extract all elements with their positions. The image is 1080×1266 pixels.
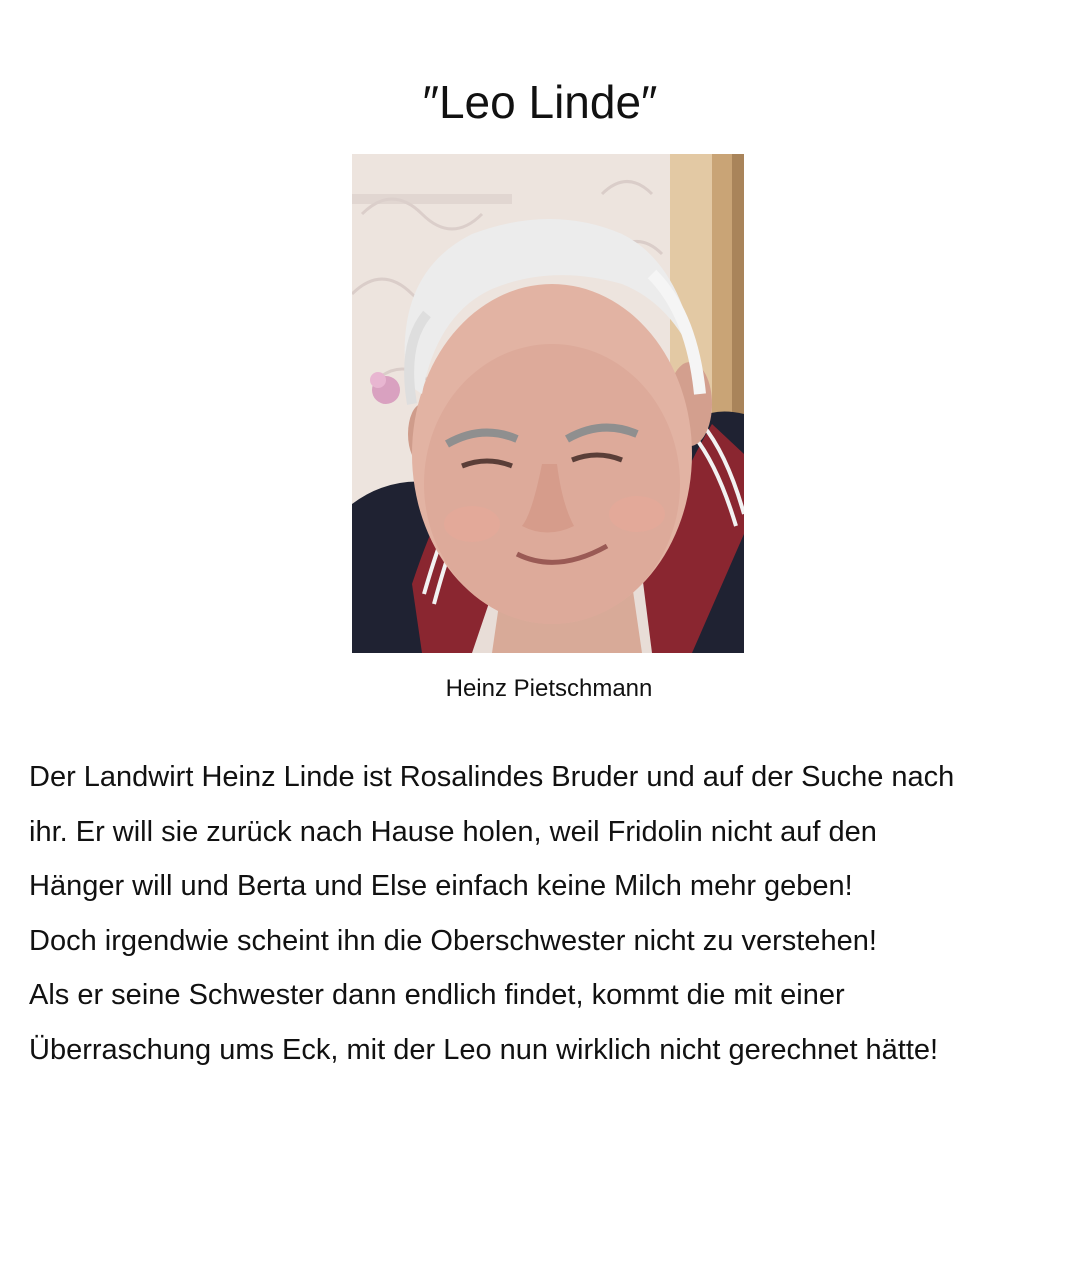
description-line: Als er seine Schwester dann endlich findet, kommt die mit einer: [29, 979, 845, 1011]
description-text: [29, 750, 1069, 1077]
description-line: Hänger will und Berta und Else einfach keine Milch mehr geben!: [29, 870, 853, 902]
description-line: ihr. Er will sie zurück nach Hause holen, weil Fridolin nicht auf den: [29, 815, 877, 848]
description-line: Der Landwirt Heinz Linde ist Rosalindes Bruder und auf der Suche nach: [29, 761, 955, 793]
photo-caption: Heinz Pietschmann: [445, 675, 653, 702]
description-line: Überraschung ums Eck, mit der Leo nun wirklich nicht gerechnet hätte!: [29, 1033, 939, 1066]
description-line: Doch irgendwie scheint ihn die Oberschwester nicht zu verstehen!: [29, 924, 877, 957]
portrait-photo: [352, 154, 744, 653]
page-title: ″Leo Linde″: [422, 76, 658, 128]
